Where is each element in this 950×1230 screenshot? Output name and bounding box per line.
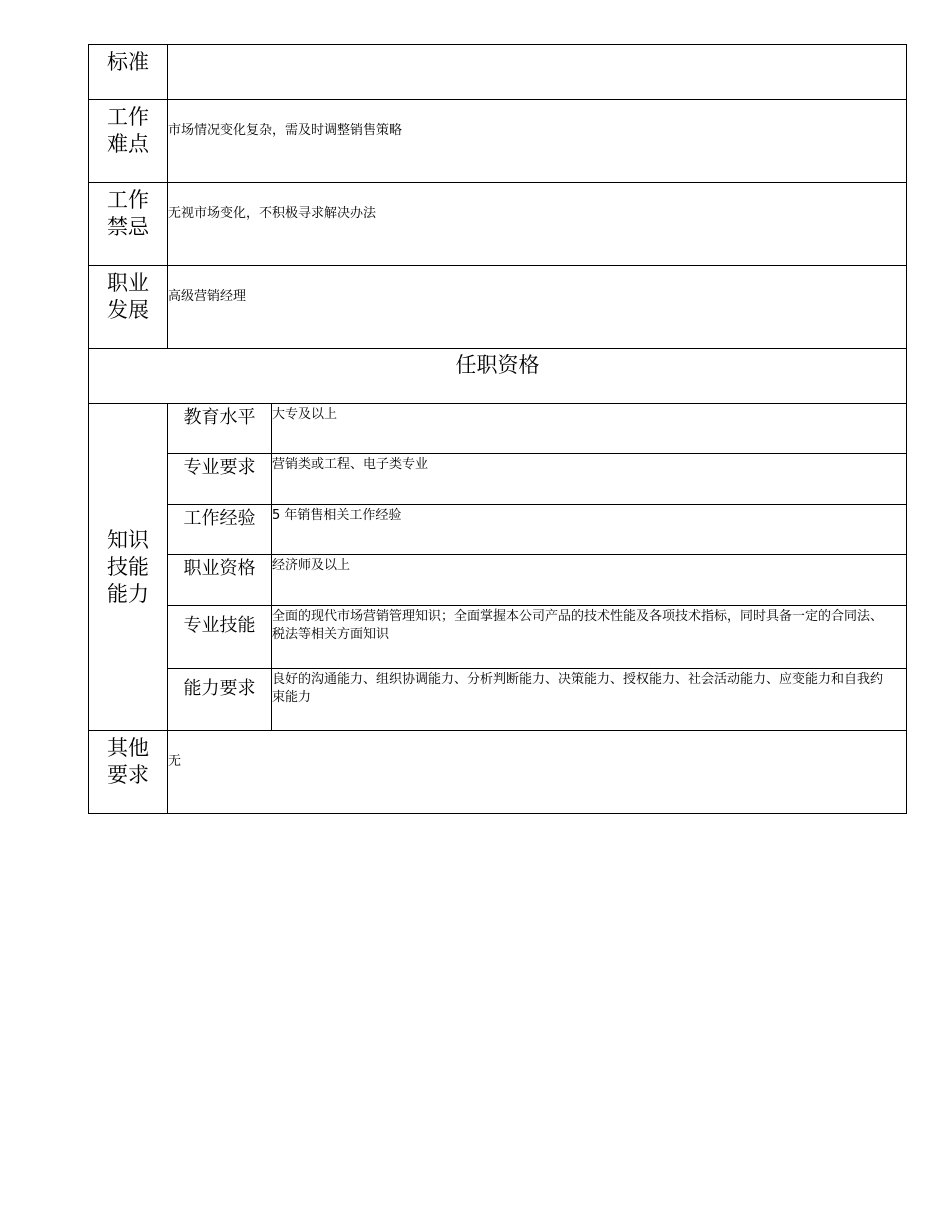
qualification-row — [89, 404, 907, 454]
qualifications-header-row — [89, 349, 907, 404]
career-row — [89, 266, 907, 349]
major-value: 营销类或工程、电子类专业 — [272, 454, 907, 505]
education-label: 教育水平 — [168, 404, 272, 454]
qualification-row — [89, 606, 907, 669]
taboo-row — [89, 183, 907, 266]
difficulty-row — [89, 100, 907, 183]
major-label: 专业要求 — [168, 454, 272, 505]
experience-value: 5 年销售相关工作经验 — [272, 505, 907, 555]
difficulty-label: 工作 难点 — [89, 100, 168, 183]
taboo-label: 工作 禁忌 — [89, 183, 168, 266]
standard-value — [168, 45, 907, 100]
standard-label: 标准 — [89, 45, 168, 100]
professional-skills-label: 专业技能 — [168, 606, 272, 669]
education-value: 大专及以上 — [272, 404, 907, 454]
other-label: 其他 要求 — [89, 731, 168, 814]
qualifications-title: 任职资格 — [89, 349, 907, 404]
ability-label: 能力要求 — [168, 669, 272, 731]
qualification-row — [89, 555, 907, 606]
other-row — [89, 731, 907, 814]
career-value: 高级营销经理 — [168, 266, 907, 349]
certification-label: 职业资格 — [168, 555, 272, 606]
experience-label: 工作经验 — [168, 505, 272, 555]
professional-skills-value: 全面的现代市场营销管理知识；全面掌握本公司产品的技术性能及各项技术指标，同时具备一定的合同法、税法等相关方面知识 — [272, 606, 907, 669]
qualification-row — [89, 454, 907, 505]
qualification-row — [89, 505, 907, 555]
other-value: 无 — [168, 731, 907, 814]
qualification-row — [89, 669, 907, 731]
ability-value: 良好的沟通能力、组织协调能力、分析判断能力、决策能力、授权能力、社会活动能力、应变能力和自我约束能力 — [272, 669, 907, 731]
taboo-value: 无视市场变化，不积极寻求解决办法 — [168, 183, 907, 266]
certification-value: 经济师及以上 — [272, 555, 907, 606]
job-description-table — [88, 44, 907, 814]
difficulty-value: 市场情况变化复杂，需及时调整销售策略 — [168, 100, 907, 183]
standard-row — [89, 45, 907, 100]
skills-group-label: 知识 技能 能力 — [89, 404, 168, 731]
career-label: 职业 发展 — [89, 266, 168, 349]
